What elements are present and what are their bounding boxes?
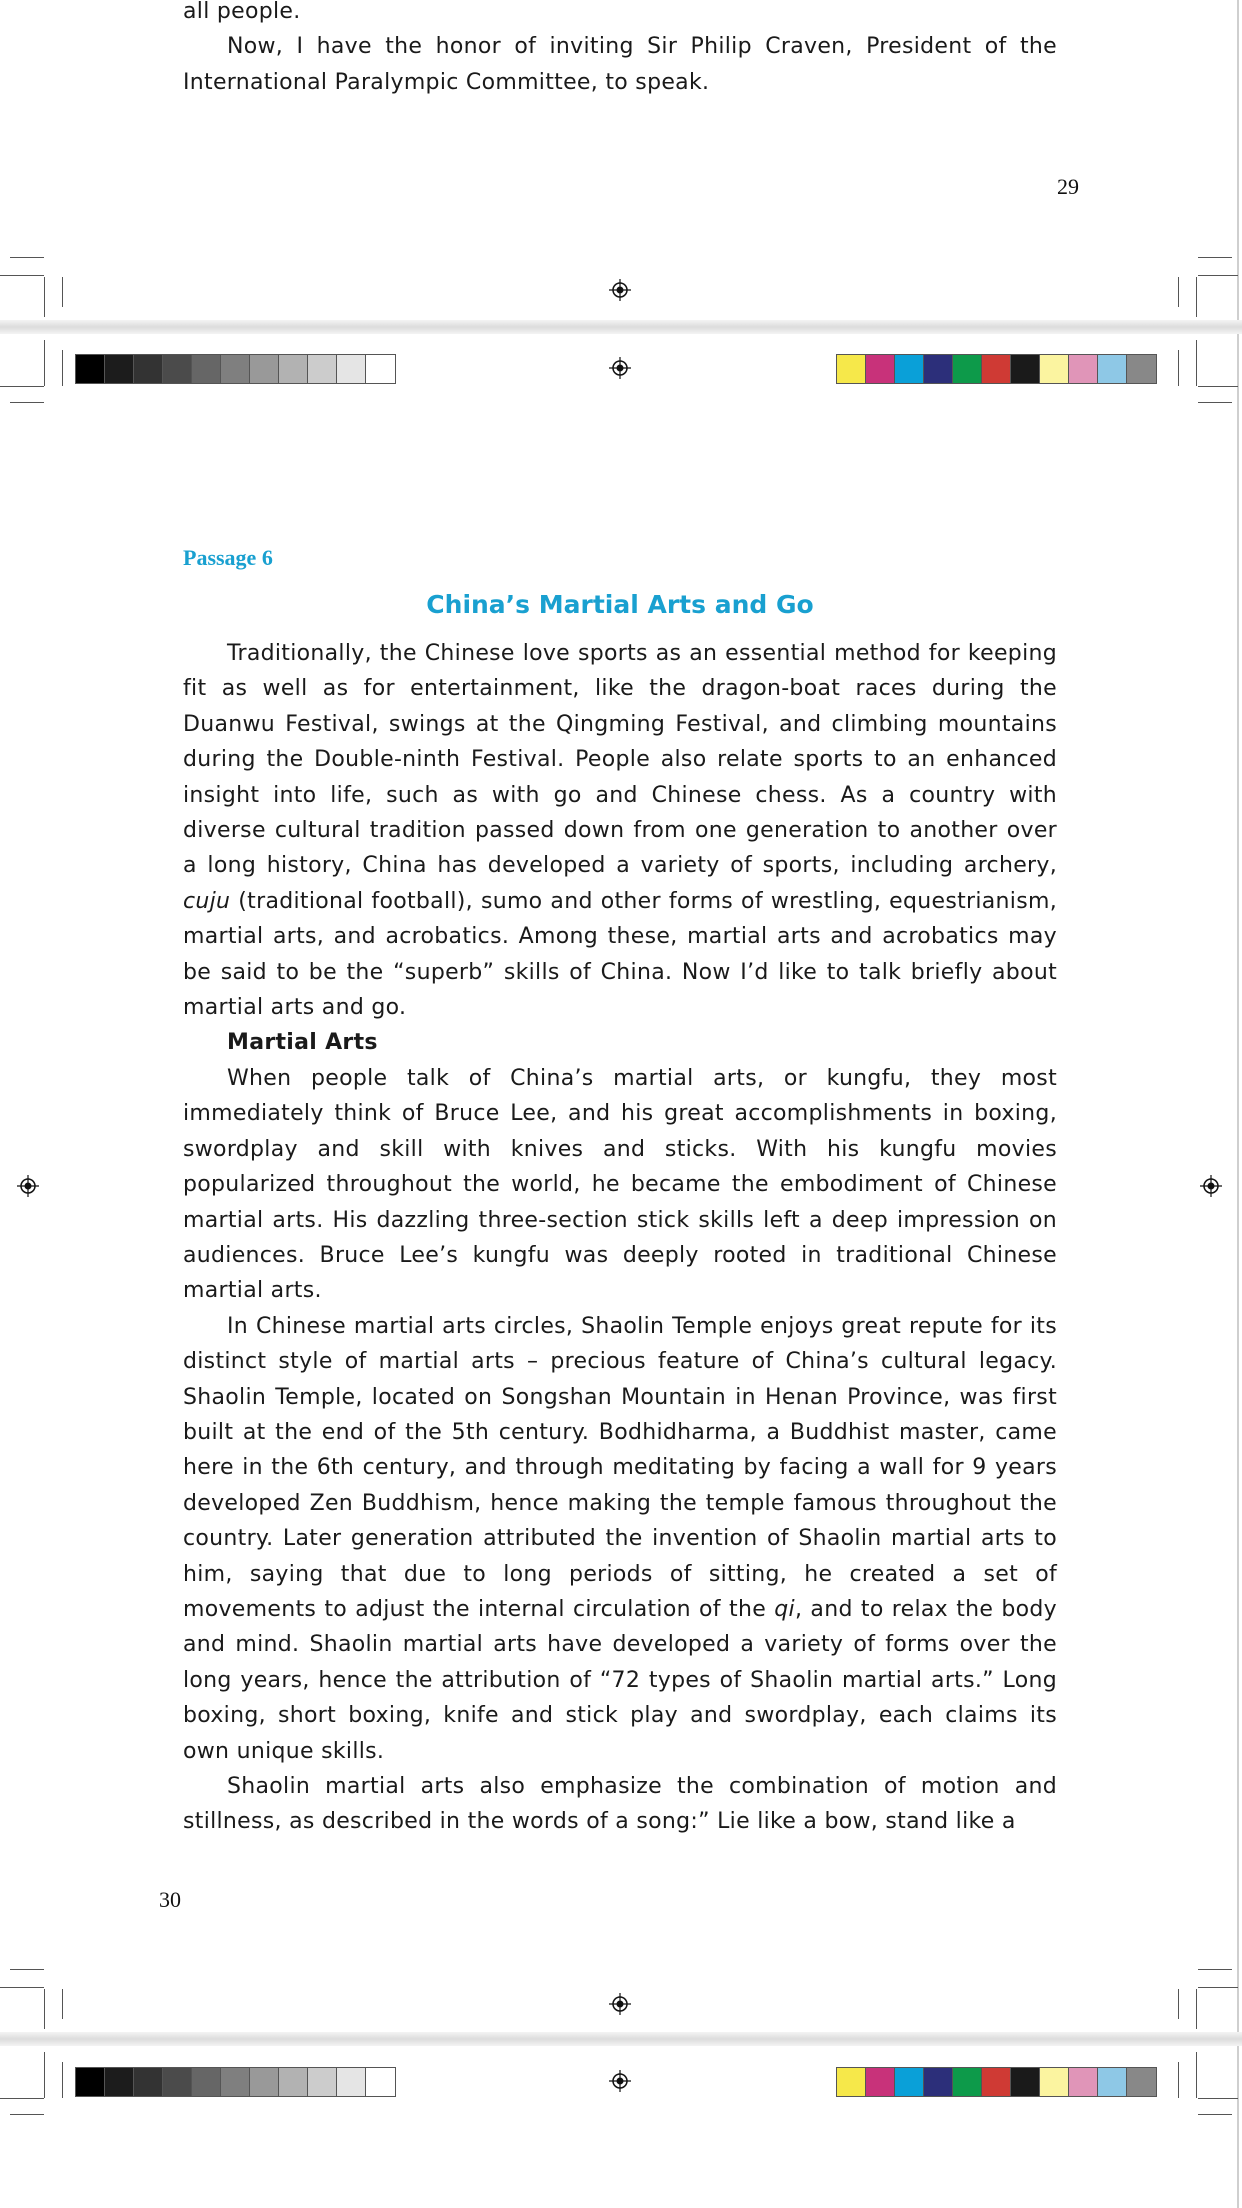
color-swatch (105, 2068, 134, 2096)
color-swatch (1098, 2068, 1127, 2096)
color-swatch (924, 355, 953, 383)
crop-mark (1198, 1987, 1238, 1988)
crop-mark (1198, 2114, 1232, 2115)
color-swatch (221, 355, 250, 383)
paragraph-intro-text-a: Traditionally, the Chinese love sports as an essential method for keeping fit as well as for entertainment, like the dragon-boat races during the Duanwu Festival, swings at the Qingming Festival, and climbing mountains during the Double-ninth Festival. People also relate sports to an enhanced insight into life, such as with go and Chinese chess. As a country with diverse cultural tradition passed down from one generation to another over a long history, China has developed a variety of sports, including archery, (183, 641, 1057, 879)
crop-mark (0, 2098, 44, 2099)
paragraph-bruce-lee: When people talk of China’s martial arts, or kungfu, they most immediately think of Bruce Lee, and his great accomplishments in boxing, swordplay and skill with knives and sticks. With his kungfu movies popularized throughout the world, he became the embodiment of Chinese martial arts. His dazzling three-section stick skills left a deep impression on audiences. Bruce Lee’s kungfu was deeply rooted in traditional Chinese martial arts. (183, 1065, 1057, 1304)
crop-mark (10, 1969, 44, 1970)
paragraph-intro-text-b: (traditional football), sumo and other forms of wrestling, equestrianism, martial arts, and acrobatics. Among these, martial arts and acrobatics may be said to be the “superb” skills of China. Now I’d like to talk briefly about martial arts and go. (183, 888, 1057, 1021)
color-swatch (337, 355, 366, 383)
crop-mark (1198, 402, 1232, 403)
crop-mark (62, 1989, 63, 2019)
crop-mark (62, 277, 63, 307)
top-page-text (183, 0, 1057, 100)
crop-mark (44, 1989, 45, 2029)
color-swatch (982, 2068, 1011, 2096)
paragraph-shaolin-text-a: In Chinese martial arts circles, Shaolin Temple enjoys great repute for its distinct style of martial arts – precious feature of China’s cultural legacy. Shaolin Temple, located on Songshan Mountain in Henan Province, was first built at the end of the 5th century. Bodhidharma, a Buddhist master, came here in the 6th century, and through meditating by facing a wall for 9 years developed Zen Buddhism, hence making the temple famous throughout the country. Later generation attributed the invention of Shaolin martial arts to him, saying that due to long periods of sitting, he created a set of movements to adjust the internal circulation of the (183, 1313, 1057, 1622)
color-swatch (837, 355, 866, 383)
page-number-top: 29 (1057, 174, 1079, 199)
color-swatch (192, 2068, 221, 2096)
registration-target-icon (609, 1993, 631, 2015)
color-swatch (1127, 2068, 1156, 2096)
color-swatch (221, 2068, 250, 2096)
crop-mark (1198, 1969, 1232, 1970)
color-swatch (163, 355, 192, 383)
color-bar (836, 2067, 1157, 2097)
italic-term-qi: qi (774, 1596, 795, 1622)
body-text (183, 636, 1057, 1840)
crop-mark (62, 2062, 63, 2098)
color-swatch (308, 2068, 337, 2096)
crop-mark (44, 2052, 45, 2098)
crop-mark (10, 2114, 44, 2115)
crop-mark (0, 1987, 44, 1988)
crop-mark (44, 340, 45, 386)
crop-mark (1198, 257, 1232, 258)
color-swatch (366, 2068, 395, 2096)
color-swatch (105, 355, 134, 383)
top-line-2: Now, I have the honor of inviting Sir Philip Craven, President of the International Paralympic Committee, to speak. (183, 34, 1057, 95)
registration-target-icon (17, 1175, 39, 1197)
page-gutter (0, 320, 1242, 334)
color-swatch (76, 355, 105, 383)
grayscale-bar (75, 2067, 396, 2097)
paragraph-shaolin (183, 1309, 1057, 1769)
registration-target-icon (609, 357, 631, 379)
color-swatch (924, 2068, 953, 2096)
crop-mark (10, 402, 44, 403)
paragraph-intro (183, 636, 1057, 1025)
crop-mark (0, 275, 44, 276)
crop-mark (1178, 2062, 1179, 2098)
color-swatch (1011, 2068, 1040, 2096)
color-swatch (337, 2068, 366, 2096)
color-bar (836, 354, 1157, 384)
color-swatch (1098, 355, 1127, 383)
passage-title: China’s Martial Arts and Go (426, 590, 814, 619)
crop-mark (1196, 2052, 1197, 2098)
crop-mark (1198, 2098, 1238, 2099)
crop-mark (1196, 1989, 1197, 2029)
page-number-bottom: 30 (159, 1887, 181, 1912)
color-swatch (308, 355, 337, 383)
color-swatch (163, 2068, 192, 2096)
color-swatch (837, 2068, 866, 2096)
top-line-1: all people. (183, 0, 301, 24)
color-swatch (250, 2068, 279, 2096)
color-swatch (895, 355, 924, 383)
color-swatch (953, 355, 982, 383)
paragraph-shaolin-text-b: , and to relax the body and mind. Shaolin martial arts have developed a variety of forms over the long years, hence the attribution of “72 types of Shaolin martial arts.” Long boxing, short boxing, knife and stick play and swordplay, each claims its own unique skills. (183, 1596, 1057, 1764)
color-swatch (953, 2068, 982, 2096)
color-swatch (866, 355, 895, 383)
crop-mark (1198, 275, 1238, 276)
passage-label: Passage 6 (183, 545, 273, 570)
crop-mark (1196, 340, 1197, 386)
crop-mark (62, 350, 63, 386)
color-swatch (895, 2068, 924, 2096)
crop-mark (1178, 277, 1179, 307)
registration-target-icon (609, 279, 631, 301)
crop-mark (1198, 386, 1238, 387)
crop-mark (1178, 350, 1179, 386)
color-swatch (366, 355, 395, 383)
registration-target-icon (1200, 1175, 1222, 1197)
color-swatch (192, 355, 221, 383)
crop-mark (1196, 277, 1197, 317)
color-swatch (982, 355, 1011, 383)
crop-mark (10, 257, 44, 258)
color-swatch (279, 355, 308, 383)
color-swatch (1040, 355, 1069, 383)
color-swatch (76, 2068, 105, 2096)
color-swatch (134, 2068, 163, 2096)
color-swatch (279, 2068, 308, 2096)
paragraph-motion-stillness: Shaolin martial arts also emphasize the combination of motion and stillness, as described in the words of a song:” Lie like a bow, stand like a (183, 1774, 1057, 1835)
color-swatch (250, 355, 279, 383)
grayscale-bar (75, 354, 396, 384)
crop-mark (44, 277, 45, 317)
page-gutter (0, 2032, 1242, 2046)
color-swatch (866, 2068, 895, 2096)
color-swatch (1069, 2068, 1098, 2096)
registration-target-icon (609, 2070, 631, 2092)
subheading-martial-arts: Martial Arts (227, 1030, 378, 1056)
color-swatch (1040, 2068, 1069, 2096)
color-swatch (1127, 355, 1156, 383)
color-swatch (1069, 355, 1098, 383)
crop-mark (0, 386, 44, 387)
italic-term-cuju: cuju (183, 888, 231, 914)
color-swatch (134, 355, 163, 383)
crop-mark (1178, 1989, 1179, 2019)
color-swatch (1011, 355, 1040, 383)
